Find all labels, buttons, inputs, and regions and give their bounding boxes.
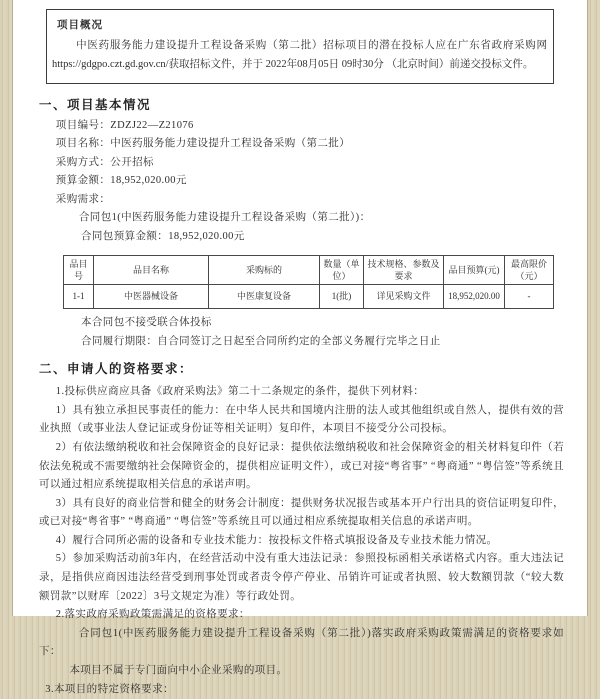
requirement-sub-5: 5）参加采购活动前3年内，在经营活动中没有重大违法记录：参照投标函相关承诺格式内容。重大违法记录，是指供应商因违法经营受到刑事处罚或者责令停产停业、吊销许可证或者执照、较大数额罚款（“较大数额罚款”以财库〔2022〕3号文规定为准）等行政处罚。	[39, 553, 564, 602]
col-header-max-price: 最高限价（元）	[505, 255, 554, 284]
col-header-item-budget: 品目预算(元)	[444, 255, 505, 284]
policy-sme-line: 本项目不属于专门面向中小企业采购的项目。	[69, 665, 288, 677]
field-procurement-demand: 采购需求：	[55, 193, 111, 205]
requirement-sub-2: 2）有依法缴纳税收和社会保障资金的良好记录：提供依法缴纳税收和社会保障资金的相关材料复印件（若依法免税或不需要缴纳社会保障资金的，提供相应证明文件），或已对接“粤省事” “粤商通” “粤信签”等系统且可以通过相应系统提取相关信息的承诺声明。	[39, 441, 564, 491]
table-row	[64, 284, 554, 308]
field-procurement-method: 采购方式：公开招标	[55, 156, 154, 168]
field-project-name: 项目名称：中医药服务能力建设提升工程设备采购（第二批）	[55, 138, 351, 150]
policy-package-line: 合同包1(中医药服务能力建设提升工程设备采购（第二批）)落实政府采购政策需满足的资格要求如下：	[39, 627, 564, 658]
col-header-item-name: 品目名称	[94, 255, 209, 284]
table-header-row	[64, 255, 554, 284]
project-basic-info	[39, 117, 564, 247]
qualification-requirements	[39, 383, 564, 699]
section1-heading: 一、项目基本情况	[39, 97, 152, 112]
col-header-specs: 技术规格、参数及要求	[364, 255, 444, 284]
requirement-sub-4: 4）履行合同所必需的设备和专业技术能力：按投标文件格式填报设备及专业技术能力情况。	[55, 534, 498, 546]
field-project-number: 项目编号：ZDZJ22—Z21076	[55, 119, 194, 131]
requirement-sub-3: 3）具有良好的商业信誉和健全的财务会计制度：提供财务状况报告或基本开户行出具的资信证明复印件，或已对接“粤省事” “粤商通” “粤信签”等系统且可以通过相应系统提取相关信息的承诺声明。	[39, 497, 564, 528]
overview-title: 项目概况	[57, 20, 103, 31]
procurement-items-table	[63, 255, 554, 309]
requirement-item-1: 1.投标供应商应具备《政府采购法》第二十二条规定的条件，提供下列材料：	[55, 386, 425, 398]
cell-specs: 详见采购文件	[364, 284, 444, 308]
cell-procurement-subject: 中医康复设备	[209, 284, 320, 308]
col-header-procurement-subject: 采购标的	[209, 255, 320, 284]
requirement-item-3: 3.本项目的特定资格要求：	[45, 683, 174, 695]
note-contract-period: 合同履行期限：自合同签订之日起至合同所约定的全部义务履行完毕之日止	[81, 335, 441, 347]
cell-quantity: 1(批)	[320, 284, 364, 308]
project-overview-box	[46, 9, 554, 84]
cell-item-no: 1-1	[64, 284, 94, 308]
contract-package-budget-line: 合同包预算金额：18,952,020.00元	[81, 231, 245, 243]
note-no-consortium: 本合同包不接受联合体投标	[81, 316, 212, 328]
document-page	[12, 0, 588, 695]
requirement-sub-1: 1）具有独立承担民事责任的能力：在中华人民共和国境内注册的法人或其他组织或自然人，提供有效的营业执照（或事业法人登记证或身份证等相关证明）复印件，本项目不接受分公司投标。	[39, 404, 564, 435]
requirement-item-2: 2.落实政府采购政策需满足的资格要求：	[55, 609, 250, 621]
section2-heading: 二、申请人的资格要求：	[39, 362, 194, 377]
contract-package-line: 合同包1(中医药服务能力建设提升工程设备采购（第二批）)：	[78, 212, 371, 224]
cell-item-budget: 18,952,020.00	[444, 284, 505, 308]
cell-max-price: -	[505, 284, 554, 308]
field-budget-amount: 预算金额：18,952,020.00元	[55, 175, 187, 187]
col-header-item-no: 品目号	[64, 255, 94, 284]
cell-item-name: 中医器械设备	[94, 284, 209, 308]
overview-body-text: 中医药服务能力建设提升工程设备采购（第二批）招标项目的潜在投标人应在广东省政府采购网https://gdgpo.czt.gd.gov.cn/获取招标文件，并于 2022年08月05日 09时30分 （北京时间）前递交投标文件。	[52, 39, 547, 70]
col-header-quantity: 数量（单位）	[320, 255, 364, 284]
